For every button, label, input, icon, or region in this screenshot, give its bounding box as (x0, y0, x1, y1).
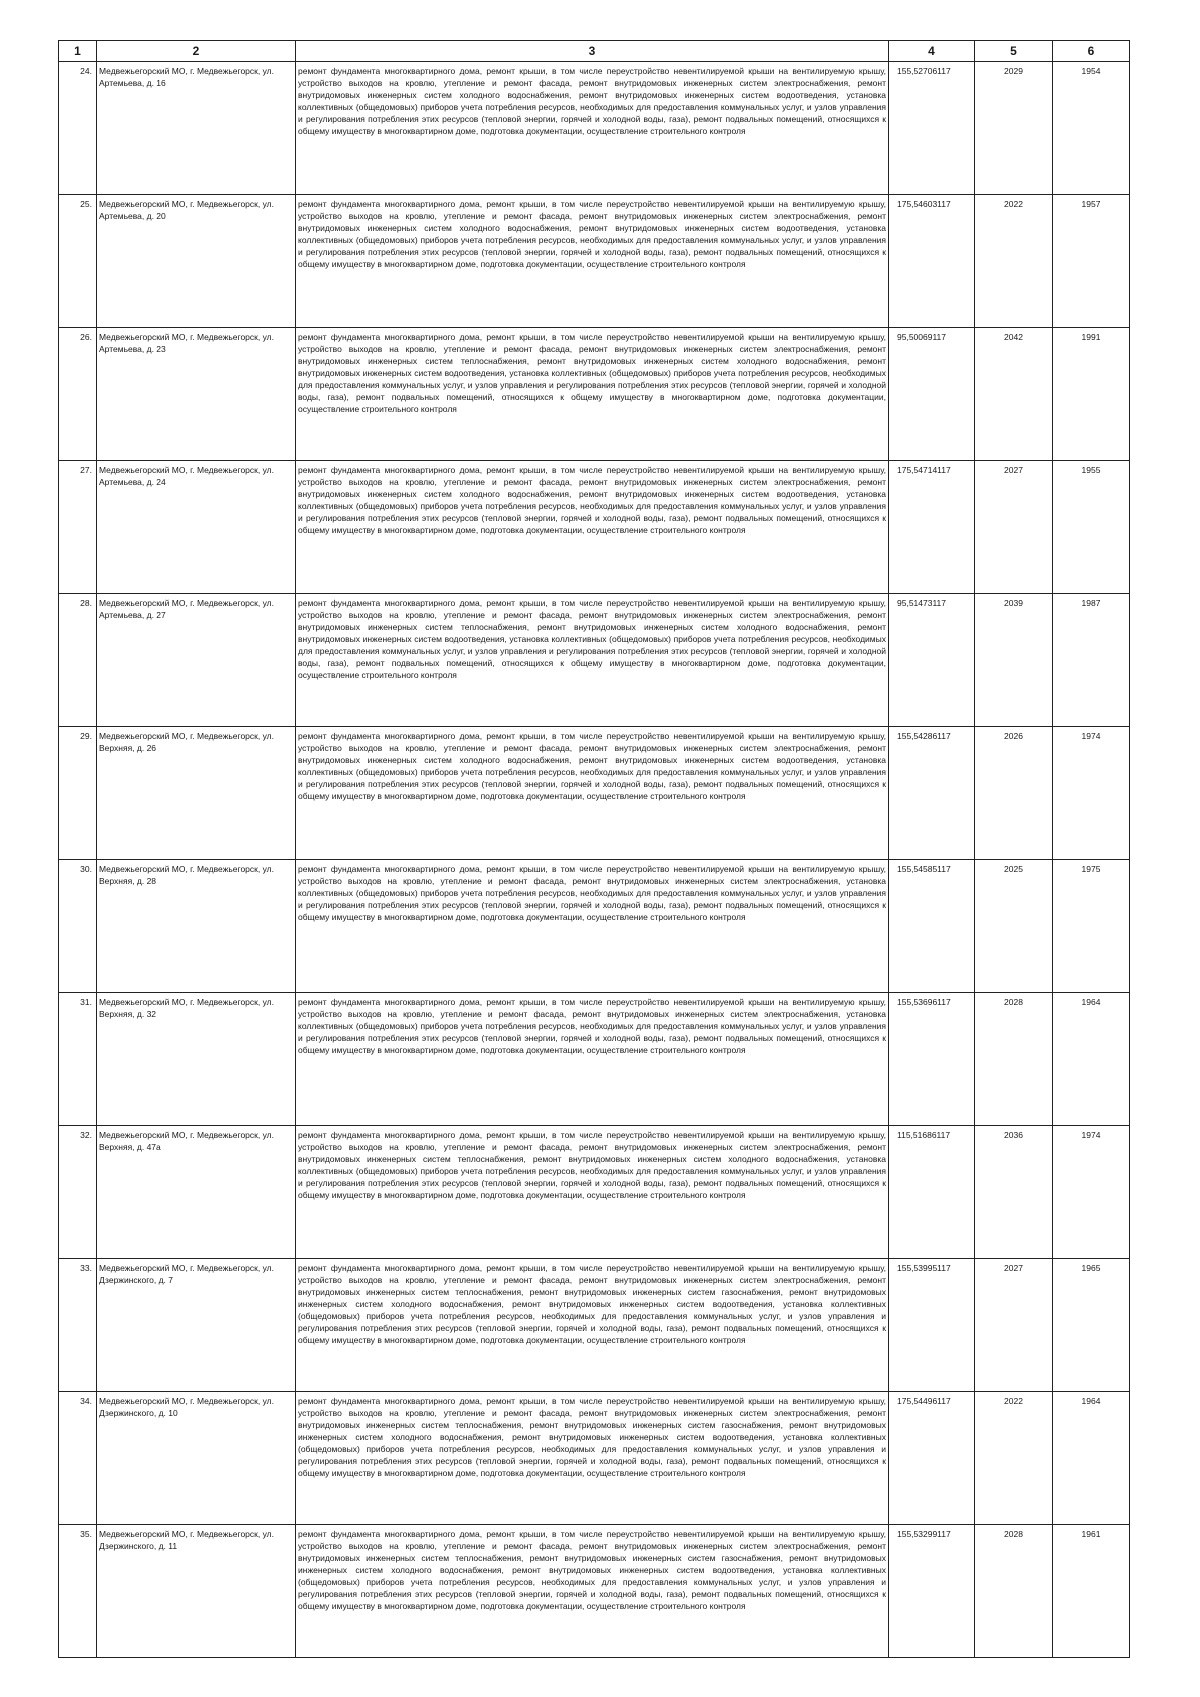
works-description-cell: ремонт фундамента многоквартирного дома, ремонт крыши, в том числе переустройство невентилируемой крыши на вентилируемую крышу, устройство выходов на кровлю, утепление и ремонт фасада, ремонт внутридомовых инженерных систем электроснабжения, ремонт внутридомовых инженерных систем холодного водоснабжения, ремонт внутридомовых инженерных систем водоотведения, установка коллективных (общедомовых) приборов учета потребления ресурсов, необходимых для предоставления коммунальных услуг, и узлов управления и регулирования потребления этих ресурсов (тепловой энергии, горячей и холодной воды, газа), ремонт подвальных помещений, относящихся к общему имуществу в многоквартирном доме, подготовка документации, осуществление строительного контроля (296, 727, 889, 860)
planned-year-cell: 2026 (975, 727, 1053, 860)
address-cell: Медвежьегорский МО, г. Медвежьегорск, ул. Верхняя, д. 47а (97, 1126, 296, 1259)
works-description-cell: ремонт фундамента многоквартирного дома, ремонт крыши, в том числе переустройство невентилируемой крыши на вентилируемую крышу, устройство выходов на кровлю, утепление и ремонт фасада, ремонт внутридомовых инженерных систем электроснабжения, ремонт внутридомовых инженерных систем теплоснабжения, ремонт внутридомовых инженерных систем газоснабжения, ремонт внутридомовых инженерных систем холодного водоснабжения, ремонт внутридомовых инженерных систем водоотведения, установка коллективных (общедомовых) приборов учета потребления ресурсов, необходимых для предоставления коммунальных услуг, и узлов управления и регулирования потребления этих ресурсов (тепловой энергии, горячей и холодной воды, газа), ремонт подвальных помещений, относящихся к общему имуществу в многоквартирном доме, подготовка документации, осуществление строительного контроля (296, 1392, 889, 1525)
planned-year-cell: 2022 (975, 1392, 1053, 1525)
build-year-cell: 1964 (1053, 1392, 1130, 1525)
address-cell: Медвежьегорский МО, г. Медвежьегорск, ул. Артемьева, д. 27 (97, 594, 296, 727)
cost-cell: 175,54496117 (889, 1392, 975, 1525)
table-row (59, 328, 1130, 461)
works-description-cell: ремонт фундамента многоквартирного дома, ремонт крыши, в том числе переустройство невентилируемой крыши на вентилируемую крышу, устройство выходов на кровлю, утепление и ремонт фасада, ремонт внутридомовых инженерных систем электроснабжения, ремонт внутридомовых инженерных систем холодного водоснабжения, ремонт внутридомовых инженерных систем водоотведения, установка коллективных (общедомовых) приборов учета потребления ресурсов, необходимых для предоставления коммунальных услуг, и узлов управления и регулирования потребления этих ресурсов (тепловой энергии, горячей и холодной воды, газа), ремонт подвальных помещений, относящихся к общему имуществу в многоквартирном доме, подготовка документации, осуществление строительного контроля (296, 461, 889, 594)
works-description-cell: ремонт фундамента многоквартирного дома, ремонт крыши, в том числе переустройство невентилируемой крыши на вентилируемую крышу, устройство выходов на кровлю, утепление и ремонт фасада, ремонт внутридомовых инженерных систем электроснабжения, ремонт внутридомовых инженерных систем теплоснабжения, ремонт внутридомовых инженерных систем холодного водоснабжения, установка коллективных (общедомовых) приборов учета потребления ресурсов, необходимых для предоставления коммунальных услуг, и узлов управления и регулирования потребления этих ресурсов (тепловой энергии, горячей и холодной воды, газа), ремонт подвальных помещений, относящихся к общему имуществу в многоквартирном доме, подготовка документации, осуществление строительного контроля (296, 1126, 889, 1259)
table-row (59, 594, 1130, 727)
works-description-cell: ремонт фундамента многоквартирного дома, ремонт крыши, в том числе переустройство невентилируемой крыши на вентилируемую крышу, устройство выходов на кровлю, утепление и ремонт фасада, ремонт внутридомовых инженерных систем электроснабжения, ремонт внутридомовых инженерных систем холодного водоснабжения, ремонт внутридомовых инженерных систем водоотведения, установка коллективных (общедомовых) приборов учета потребления ресурсов, необходимых для предоставления коммунальных услуг, и узлов управления и регулирования потребления этих ресурсов (тепловой энергии, горячей и холодной воды, газа), ремонт подвальных помещений, относящихся к общему имуществу в многоквартирном доме, подготовка документации, осуществление строительного контроля (296, 62, 889, 195)
column-header-1: 1 (59, 41, 97, 62)
build-year-cell: 1964 (1053, 993, 1130, 1126)
table-row (59, 1259, 1130, 1392)
table-row (59, 461, 1130, 594)
build-year-cell: 1975 (1053, 860, 1130, 993)
planned-year-cell: 2027 (975, 461, 1053, 594)
table-header-row (59, 41, 1130, 62)
column-header-4: 4 (889, 41, 975, 62)
table-body (59, 62, 1130, 1658)
build-year-cell: 1955 (1053, 461, 1130, 594)
works-description-cell: ремонт фундамента многоквартирного дома, ремонт крыши, в том числе переустройство невентилируемой крыши на вентилируемую крышу, устройство выходов на кровлю, утепление и ремонт фасада, ремонт внутридомовых инженерных систем электроснабжения, установка коллективных (общедомовых) приборов учета потребления ресурсов, необходимых для предоставления коммунальных услуг, и узлов управления и регулирования потребления этих ресурсов (тепловой энергии, горячей и холодной воды, газа), ремонт подвальных помещений, относящихся к общему имуществу в многоквартирном доме, подготовка документации, осуществление строительного контроля (296, 993, 889, 1126)
planned-year-cell: 2039 (975, 594, 1053, 727)
works-description-cell: ремонт фундамента многоквартирного дома, ремонт крыши, в том числе переустройство невентилируемой крыши на вентилируемую крышу, устройство выходов на кровлю, утепление и ремонт фасада, ремонт внутридомовых инженерных систем электроснабжения, ремонт внутридомовых инженерных систем теплоснабжения, ремонт внутридомовых инженерных систем газоснабжения, ремонт внутридомовых инженерных систем холодного водоснабжения, ремонт внутридомовых инженерных систем водоотведения, установка коллективных (общедомовых) приборов учета потребления ресурсов, необходимых для предоставления коммунальных услуг, и узлов управления и регулирования потребления этих ресурсов (тепловой энергии, горячей и холодной воды, газа), ремонт подвальных помещений, относящихся к общему имуществу в многоквартирном доме, подготовка документации, осуществление строительного контроля (296, 1525, 889, 1658)
column-header-3: 3 (296, 41, 889, 62)
row-number: 32. (59, 1126, 97, 1259)
build-year-cell: 1974 (1053, 1126, 1130, 1259)
column-header-6: 6 (1053, 41, 1130, 62)
planned-year-cell: 2029 (975, 62, 1053, 195)
cost-cell: 95,51473117 (889, 594, 975, 727)
address-cell: Медвежьегорский МО, г. Медвежьегорск, ул. Дзержинского, д. 11 (97, 1525, 296, 1658)
table-row (59, 993, 1130, 1126)
planned-year-cell: 2027 (975, 1259, 1053, 1392)
address-cell: Медвежьегорский МО, г. Медвежьегорск, ул. Дзержинского, д. 7 (97, 1259, 296, 1392)
build-year-cell: 1954 (1053, 62, 1130, 195)
build-year-cell: 1965 (1053, 1259, 1130, 1392)
address-cell: Медвежьегорский МО, г. Медвежьегорск, ул. Верхняя, д. 28 (97, 860, 296, 993)
table-row (59, 195, 1130, 328)
build-year-cell: 1974 (1053, 727, 1130, 860)
table-row (59, 727, 1130, 860)
planned-year-cell: 2036 (975, 1126, 1053, 1259)
table-row (59, 1126, 1130, 1259)
cost-cell: 155,54585117 (889, 860, 975, 993)
cost-cell: 155,54286117 (889, 727, 975, 860)
build-year-cell: 1957 (1053, 195, 1130, 328)
row-number: 30. (59, 860, 97, 993)
address-cell: Медвежьегорский МО, г. Медвежьегорск, ул. Артемьева, д. 16 (97, 62, 296, 195)
table-row (59, 1392, 1130, 1525)
column-header-5: 5 (975, 41, 1053, 62)
address-cell: Медвежьегорский МО, г. Медвежьегорск, ул. Дзержинского, д. 10 (97, 1392, 296, 1525)
cost-cell: 155,53299117 (889, 1525, 975, 1658)
row-number: 34. (59, 1392, 97, 1525)
cost-cell: 95,50069117 (889, 328, 975, 461)
repair-program-table (58, 40, 1130, 1658)
planned-year-cell: 2028 (975, 1525, 1053, 1658)
works-description-cell: ремонт фундамента многоквартирного дома, ремонт крыши, в том числе переустройство невентилируемой крыши на вентилируемую крышу, устройство выходов на кровлю, утепление и ремонт фасада, ремонт внутридомовых инженерных систем электроснабжения, ремонт внутридомовых инженерных систем холодного водоснабжения, ремонт внутридомовых инженерных систем водоотведения, установка коллективных (общедомовых) приборов учета потребления ресурсов, необходимых для предоставления коммунальных услуг, и узлов управления и регулирования потребления этих ресурсов (тепловой энергии, горячей и холодной воды, газа), ремонт подвальных помещений, относящихся к общему имуществу в многоквартирном доме, подготовка документации, осуществление строительного контроля (296, 195, 889, 328)
column-header-2: 2 (97, 41, 296, 62)
row-number: 24. (59, 62, 97, 195)
table-row (59, 62, 1130, 195)
build-year-cell: 1991 (1053, 328, 1130, 461)
planned-year-cell: 2042 (975, 328, 1053, 461)
cost-cell: 175,54603117 (889, 195, 975, 328)
row-number: 35. (59, 1525, 97, 1658)
planned-year-cell: 2025 (975, 860, 1053, 993)
row-number: 27. (59, 461, 97, 594)
row-number: 33. (59, 1259, 97, 1392)
cost-cell: 155,52706117 (889, 62, 975, 195)
address-cell: Медвежьегорский МО, г. Медвежьегорск, ул. Верхняя, д. 26 (97, 727, 296, 860)
table-row (59, 860, 1130, 993)
cost-cell: 155,53696117 (889, 993, 975, 1126)
build-year-cell: 1961 (1053, 1525, 1130, 1658)
row-number: 29. (59, 727, 97, 860)
works-description-cell: ремонт фундамента многоквартирного дома, ремонт крыши, в том числе переустройство невентилируемой крыши на вентилируемую крышу, устройство выходов на кровлю, утепление и ремонт фасада, ремонт внутридомовых инженерных систем электроснабжения, ремонт внутридомовых инженерных систем теплоснабжения, ремонт внутридомовых инженерных систем холодного водоснабжения, ремонт внутридомовых инженерных систем водоотведения, установка коллективных (общедомовых) приборов учета потребления ресурсов, необходимых для предоставления коммунальных услуг, и узлов управления и регулирования потребления этих ресурсов (тепловой энергии, горячей и холодной воды, газа), ремонт подвальных помещений, относящихся к общему имуществу в многоквартирном доме, подготовка документации, осуществление строительного контроля (296, 594, 889, 727)
cost-cell: 155,53995117 (889, 1259, 975, 1392)
planned-year-cell: 2022 (975, 195, 1053, 328)
table-row (59, 1525, 1130, 1658)
address-cell: Медвежьегорский МО, г. Медвежьегорск, ул. Артемьева, д. 23 (97, 328, 296, 461)
row-number: 28. (59, 594, 97, 727)
works-description-cell: ремонт фундамента многоквартирного дома, ремонт крыши, в том числе переустройство невентилируемой крыши на вентилируемую крышу, устройство выходов на кровлю, утепление и ремонт фасада, ремонт внутридомовых инженерных систем электроснабжения, ремонт внутридомовых инженерных систем теплоснабжения, ремонт внутридомовых инженерных систем газоснабжения, ремонт внутридомовых инженерных систем холодного водоснабжения, ремонт внутридомовых инженерных систем водоотведения, установка коллективных (общедомовых) приборов учета потребления ресурсов, необходимых для предоставления коммунальных услуг, и узлов управления и регулирования потребления этих ресурсов (тепловой энергии, горячей и холодной воды, газа), ремонт подвальных помещений, относящихся к общему имуществу в многоквартирном доме, подготовка документации, осуществление строительного контроля (296, 1259, 889, 1392)
build-year-cell: 1987 (1053, 594, 1130, 727)
cost-cell: 115,51686117 (889, 1126, 975, 1259)
address-cell: Медвежьегорский МО, г. Медвежьегорск, ул. Артемьева, д. 20 (97, 195, 296, 328)
planned-year-cell: 2028 (975, 993, 1053, 1126)
row-number: 31. (59, 993, 97, 1126)
address-cell: Медвежьегорский МО, г. Медвежьегорск, ул. Артемьева, д. 24 (97, 461, 296, 594)
row-number: 25. (59, 195, 97, 328)
cost-cell: 175,54714117 (889, 461, 975, 594)
address-cell: Медвежьегорский МО, г. Медвежьегорск, ул. Верхняя, д. 32 (97, 993, 296, 1126)
row-number: 26. (59, 328, 97, 461)
works-description-cell: ремонт фундамента многоквартирного дома, ремонт крыши, в том числе переустройство невентилируемой крыши на вентилируемую крышу, устройство выходов на кровлю, утепление и ремонт фасада, ремонт внутридомовых инженерных систем электроснабжения, ремонт внутридомовых инженерных систем теплоснабжения, ремонт внутридомовых инженерных систем холодного водоснабжения, ремонт внутридомовых инженерных систем водоотведения, установка коллективных (общедомовых) приборов учета потребления ресурсов, необходимых для предоставления коммунальных услуг, и узлов управления и регулирования потребления этих ресурсов (тепловой энергии, горячей и холодной воды, газа), ремонт подвальных помещений, относящихся к общему имуществу в многоквартирном доме, подготовка документации, осуществление строительного контроля (296, 328, 889, 461)
works-description-cell: ремонт фундамента многоквартирного дома, ремонт крыши, в том числе переустройство невентилируемой крыши на вентилируемую крышу, устройство выходов на кровлю, утепление и ремонт фасада, ремонт внутридомовых инженерных систем электроснабжения, установка коллективных (общедомовых) приборов учета потребления ресурсов, необходимых для предоставления коммунальных услуг, и узлов управления и регулирования потребления этих ресурсов (тепловой энергии, горячей и холодной воды, газа), ремонт подвальных помещений, относящихся к общему имуществу в многоквартирном доме, подготовка документации, осуществление строительного контроля (296, 860, 889, 993)
